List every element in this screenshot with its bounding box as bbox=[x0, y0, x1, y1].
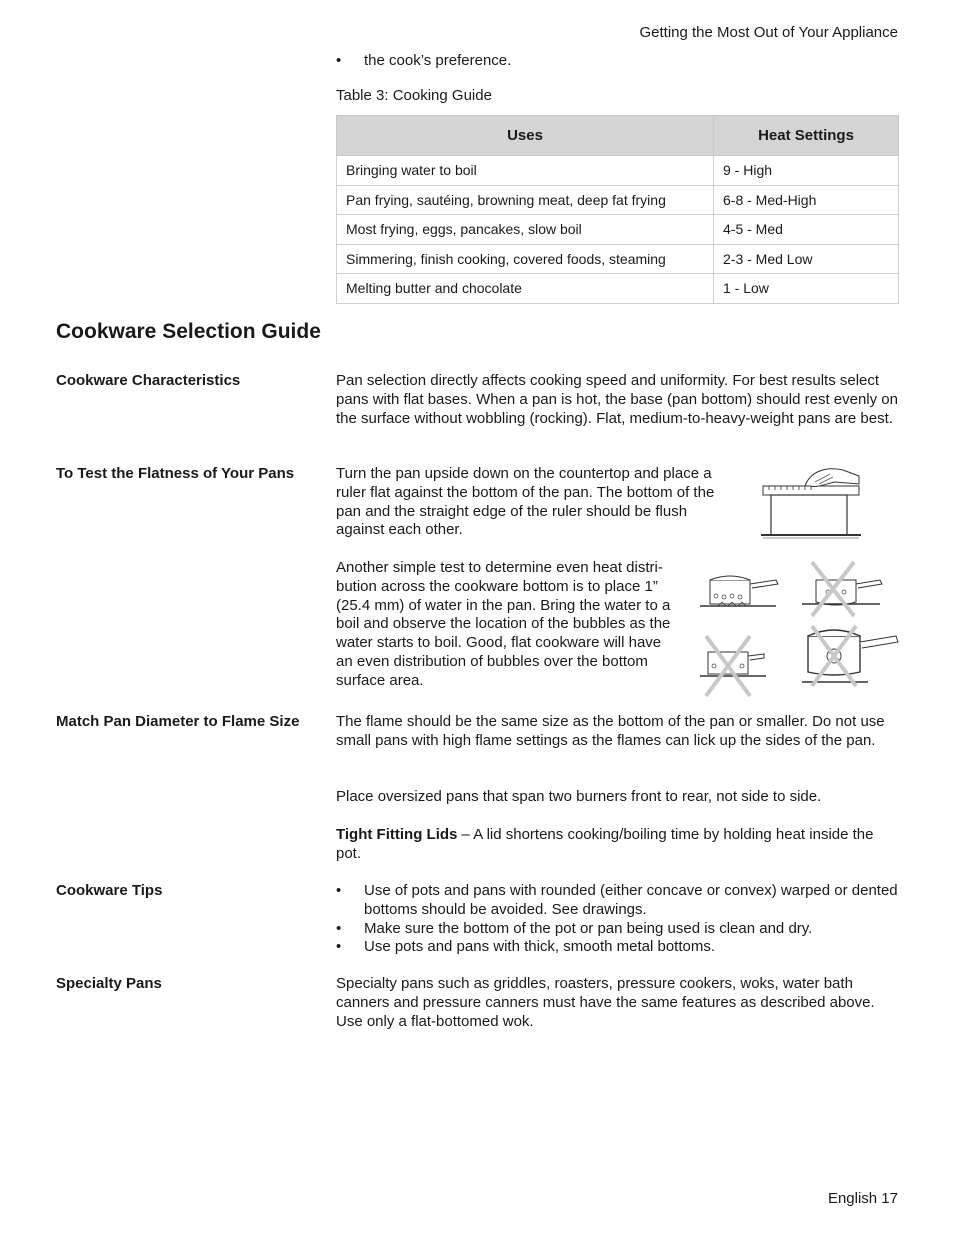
table-cell-heat: 4-5 - Med bbox=[714, 215, 899, 245]
table-cell-use: Most frying, eggs, pancakes, slow boil bbox=[337, 215, 714, 245]
header-uses: Uses bbox=[337, 116, 714, 156]
table-cell-use: Melting butter and chocolate bbox=[337, 274, 714, 304]
characteristics-label: Cookware Characteristics bbox=[56, 372, 241, 389]
page-header: Getting the Most Out of Your Appliance bbox=[639, 24, 898, 41]
bubble-test-illustrations bbox=[698, 560, 900, 700]
list-item bbox=[336, 938, 898, 957]
table-cell-heat: 6-8 - Med-High bbox=[714, 185, 899, 215]
ruler-pan-illustration bbox=[755, 462, 865, 542]
table-cell-use: Simmering, finish cooking, covered foods, steaming bbox=[337, 244, 714, 274]
header-heat-settings: Heat Settings bbox=[714, 116, 899, 156]
intro-bullet-text: the cook’s preference. bbox=[364, 52, 512, 69]
table-row bbox=[337, 156, 899, 186]
bullet-glyph: • bbox=[336, 919, 342, 937]
table-caption: Table 3: Cooking Guide bbox=[336, 87, 492, 104]
bullet-glyph: • bbox=[336, 938, 342, 956]
table-cell-heat: 9 - High bbox=[714, 156, 899, 186]
list-item bbox=[336, 920, 898, 939]
intro-bullet bbox=[336, 52, 511, 69]
table-row bbox=[337, 185, 899, 215]
tips-list bbox=[336, 882, 898, 957]
section-title: Cookware Selection Guide bbox=[56, 320, 321, 343]
cooking-guide-table bbox=[336, 115, 899, 304]
bullet-glyph: • bbox=[336, 882, 342, 899]
table-row bbox=[337, 244, 899, 274]
oversized-pot-icon bbox=[802, 630, 898, 682]
tip-text: Make sure the bottom of the pot or pan being used is clean and dry. bbox=[364, 919, 813, 937]
table-cell-use: Bringing water to boil bbox=[337, 156, 714, 186]
diameter-label: Match Pan Diameter to Flame Size bbox=[56, 713, 300, 730]
page-number: English 17 bbox=[827, 1190, 898, 1207]
flatness-text-ruler: Turn the pan upside down on the countertop and place a ruler flat against the bottom of the pan. The bottom of the pan and the straight edge of the ruler should be flush against each other. bbox=[336, 465, 715, 539]
specialty-text: Specialty pans such as griddles, roasters, pressure cookers, woks, water bath canners and pressure canners must have the same features as described above. Use only a flat-bottomed wok. bbox=[336, 975, 875, 1030]
table-row bbox=[337, 274, 899, 304]
tip-text: Use of pots and pans with rounded (either concave or convex) warped or dented bottoms should be avoided. See drawings. bbox=[364, 882, 898, 918]
lids-text: – A lid shortens cooking/boiling time by holding heat inside the pot. bbox=[336, 826, 874, 862]
tips-label: Cookware Tips bbox=[56, 882, 163, 899]
list-item bbox=[336, 882, 898, 920]
characteristics-text: Pan selection directly affects cooking speed and uniformity. For best results select pans with flat bases. When a pan is hot, the base (pan bottom) should rest evenly on the surface without wobbling (rocking). Flat, medium-to-heavy-weight pans are best. bbox=[336, 372, 898, 427]
tip-text: Use pots and pans with thick, smooth metal bottoms. bbox=[364, 938, 715, 956]
flat-pan-icon bbox=[700, 576, 778, 606]
diameter-text: The flame should be the same size as the bottom of the pan or smaller. Do not use small pans with high flame settings as the flames can lick up the sides of the pan. bbox=[336, 713, 885, 749]
lids-paragraph bbox=[336, 826, 898, 864]
table-header-row bbox=[337, 116, 899, 156]
table-cell-use: Pan frying, sautéing, browning meat, deep fat frying bbox=[337, 185, 714, 215]
table-cell-heat: 1 - Low bbox=[714, 274, 899, 304]
specialty-label: Specialty Pans bbox=[56, 975, 162, 992]
table-cell-heat: 2-3 - Med Low bbox=[714, 244, 899, 274]
flatness-text-water: Another simple test to determine even heat distri-bution across the cookware bottom is to place 1” (25.4 mm) of water in the pan. Bring the water to a boil and observe the location of the bubbles as the water starts to boil. Good, flat cookware will have an even distribution of bubbles over the bottom surface area. bbox=[336, 559, 671, 689]
lids-bold: Tight Fitting Lids bbox=[336, 826, 458, 843]
flatness-label: To Test the Flatness of Your Pans bbox=[56, 465, 295, 482]
table-row bbox=[337, 215, 899, 245]
oversized-text: Place oversized pans that span two burners front to rear, not side to side. bbox=[336, 788, 822, 805]
bullet-glyph: • bbox=[336, 52, 342, 69]
